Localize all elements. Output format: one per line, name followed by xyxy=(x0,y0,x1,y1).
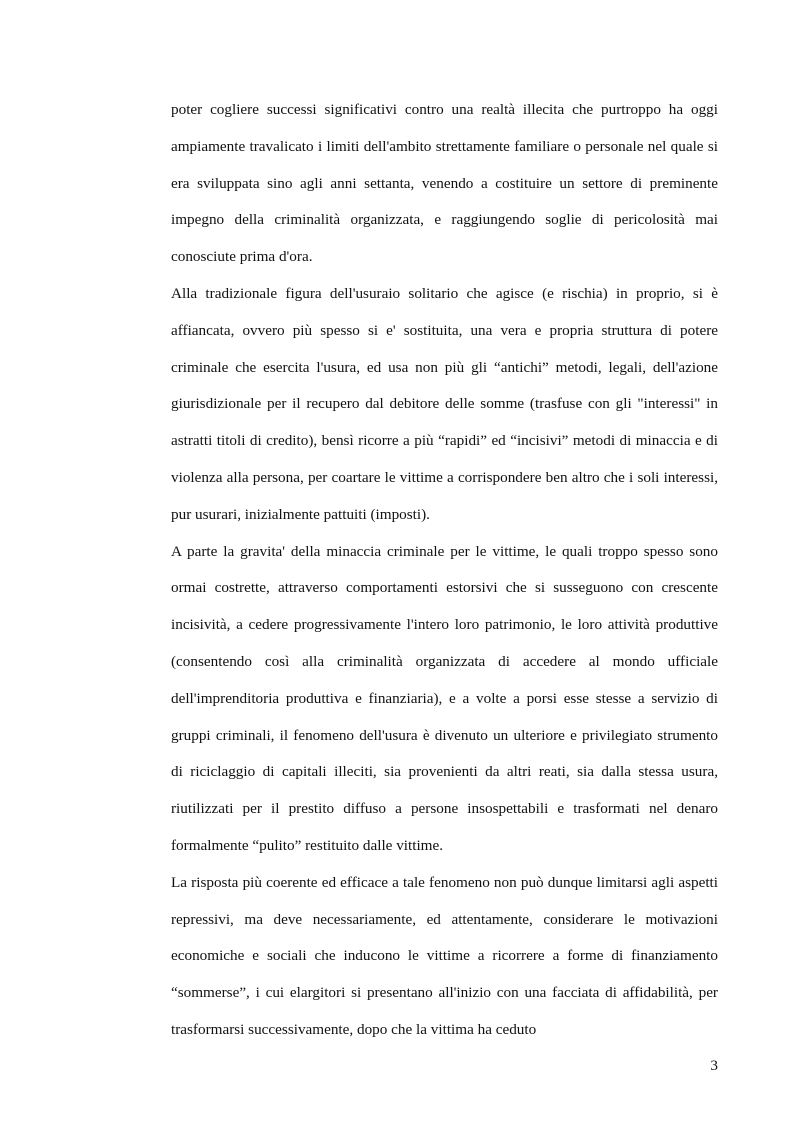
paragraph-continuation: poter cogliere successi significativi contro una realtà illecita che purtroppo ha oggi ampiamente travalicato i limiti dell'ambito strettamente familiare o personale nel quale si era sviluppata sino agli anni settanta, venendo a costituire un settore di preminente impegno della criminalità organizzata, e raggiungendo soglie di pericolosità mai conosciute prima d'ora. xyxy=(171,101,718,266)
paragraph-usuraio: Alla tradizionale figura dell'usuraio solitario che agisce (e rischia) in proprio, si è affiancata, ovvero più spesso si e' sostituita, una vera e propria struttura di potere criminale che esercita l'usura, ed usa non più gli “antichi” metodi, legali, dell'azione giurisdizionale per il recupero dal debitore delle somme (trasfuse con gli "interessi" in astratti titoli di credito), bensì ricorre a più “rapidi” ed “incisivi” metodi di minaccia e di violenza alla persona, per coartare le vittime a corrispondere ben altro che i soli interessi, pur usurari, inizialmente pattuiti (imposti). xyxy=(171,284,718,523)
body-text xyxy=(171,92,718,1049)
page-number: 3 xyxy=(710,1057,718,1074)
paragraph-minaccia: A parte la gravita' della minaccia criminale per le vittime, le quali troppo spesso sono ormai costrette, attraverso comportamenti estorsivi che si susseguono con crescente incisività, a cedere progressivamente l'intero loro patrimonio, le loro attività produttive (consentendo così alla criminalità organizzata di accedere al mondo ufficiale dell'imprenditoria produttiva e finanziaria), e a volte a porsi esse stesse a servizio di gruppi criminali, il fenomeno dell'usura è divenuto un ulteriore e privilegiato strumento di riciclaggio di capitali illeciti, sia provenienti da altri reati, sia dalla stessa usura, riutilizzati per il prestito diffuso a persone insospettabili e trasformati nel denaro formalmente “pulito” restituito dalle vittime. xyxy=(171,542,718,854)
paragraph-risposta: La risposta più coerente ed efficace a tale fenomeno non può dunque limitarsi agli aspetti repressivi, ma deve necessariamente, ed attentamente, considerare le motivazioni economiche e sociali che inducono le vittime a ricorrere a forme di finanziamento “sommerse”, i cui elargitori si presentano all'inizio con una facciata di affidabilità, per trasformarsi successivamente, dopo che la vittima ha ceduto xyxy=(171,873,718,1038)
